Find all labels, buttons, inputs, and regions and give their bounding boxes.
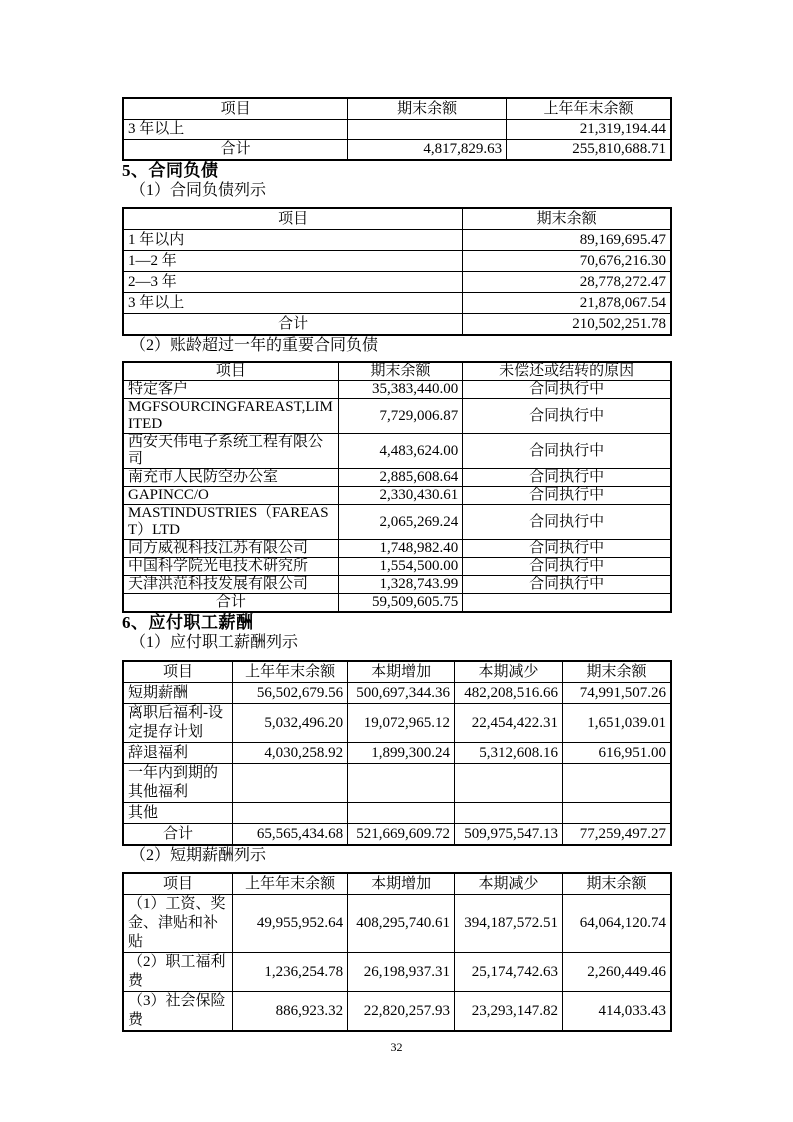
column-header: 未偿还或结转的原因 xyxy=(463,362,671,381)
column-header: 上年年末余额 xyxy=(507,98,671,120)
page-content xyxy=(122,97,672,1032)
column-header: 期末余额 xyxy=(562,661,671,683)
table-row xyxy=(123,469,671,487)
table-cell xyxy=(562,764,671,803)
table-row xyxy=(123,120,671,140)
table-cell: 合计 xyxy=(123,824,233,846)
table-cell: 70,676,216.30 xyxy=(463,251,671,272)
table-cell: 408,295,740.61 xyxy=(348,895,455,953)
section-6-title: 6、应付职工薪酬 xyxy=(122,613,254,632)
important-contract-liabilities-table xyxy=(122,361,672,613)
table-cell: 19,072,965.12 xyxy=(348,704,455,743)
column-header: 本期减少 xyxy=(455,661,563,683)
table-cell: 2,330,430.61 xyxy=(338,487,462,505)
table-cell: 21,319,194.44 xyxy=(507,120,671,140)
table-cell xyxy=(233,764,348,803)
table-row xyxy=(123,803,671,824)
table-cell: 合同执行中 xyxy=(463,576,671,594)
column-header: 本期增加 xyxy=(348,873,455,895)
table-cell: 合同执行中 xyxy=(463,399,671,434)
table-cell: 1,748,982.40 xyxy=(338,540,462,558)
table-cell: 1,554,500.00 xyxy=(338,558,462,576)
table-cell: MGFSOURCINGFAREAST,LIMITED xyxy=(123,399,338,434)
table-cell: 21,878,067.54 xyxy=(463,293,671,314)
column-header: 上年年末余额 xyxy=(233,873,348,895)
column-header: 期末余额 xyxy=(338,362,462,381)
table-cell: 南充市人民防空办公室 xyxy=(123,469,338,487)
section-5-title: 5、合同负债 xyxy=(122,161,219,180)
table-cell: 合同执行中 xyxy=(463,469,671,487)
table-cell: 其他 xyxy=(123,803,233,824)
column-header: 项目 xyxy=(123,98,348,120)
table-cell: 616,951.00 xyxy=(562,743,671,764)
page-number: 32 xyxy=(390,1040,403,1054)
header-row xyxy=(123,362,671,381)
table-cell: 414,033.43 xyxy=(562,992,671,1032)
table-row xyxy=(123,743,671,764)
table-cell: 离职后福利-设定提存计划 xyxy=(123,704,233,743)
table-cell: 特定客户 xyxy=(123,381,338,399)
table-cell: （2）职工福利费 xyxy=(123,953,233,992)
table-cell: 26,198,937.31 xyxy=(348,953,455,992)
table-cell: 合同执行中 xyxy=(463,434,671,469)
table-row xyxy=(123,381,671,399)
table-cell: 合同执行中 xyxy=(463,505,671,540)
table-cell xyxy=(348,764,455,803)
table-cell: 509,975,547.13 xyxy=(455,824,563,846)
table-cell: 56,502,679.56 xyxy=(233,683,348,704)
table-cell: 4,030,258.92 xyxy=(233,743,348,764)
table-cell: 辞退福利 xyxy=(123,743,233,764)
total-row xyxy=(123,594,671,613)
table-row xyxy=(123,895,671,953)
table-cell xyxy=(463,594,671,613)
table-cell: 1,328,743.99 xyxy=(338,576,462,594)
table-cell: 2,065,269.24 xyxy=(338,505,462,540)
table-cell: 25,174,742.63 xyxy=(455,953,563,992)
table-row xyxy=(123,704,671,743)
table-cell: 394,187,572.51 xyxy=(455,895,563,953)
table-cell: 521,669,609.72 xyxy=(348,824,455,846)
table-row xyxy=(123,399,671,434)
table-cell: 28,778,272.47 xyxy=(463,272,671,293)
table-cell: 210,502,251.78 xyxy=(463,314,671,336)
total-row xyxy=(123,140,671,161)
table-cell: 482,208,516.66 xyxy=(455,683,563,704)
table-cell: 59,509,605.75 xyxy=(338,594,462,613)
table-cell: 500,697,344.36 xyxy=(348,683,455,704)
table-cell: 23,293,147.82 xyxy=(455,992,563,1032)
table-cell: 5,032,496.20 xyxy=(233,704,348,743)
table-cell: （3）社会保险费 xyxy=(123,992,233,1032)
table-row xyxy=(123,272,671,293)
table-cell: 2,260,449.46 xyxy=(562,953,671,992)
employee-compensation-table xyxy=(122,660,672,846)
column-header: 期末余额 xyxy=(562,873,671,895)
table-cell: 天津洪范科技发展有限公司 xyxy=(123,576,338,594)
table-cell: 中国科学院光电技术研究所 xyxy=(123,558,338,576)
table-cell: 886,923.32 xyxy=(233,992,348,1032)
table-cell: 1,899,300.24 xyxy=(348,743,455,764)
table-cell: 2,885,608.64 xyxy=(338,469,462,487)
table-cell xyxy=(455,764,563,803)
table-cell: 4,483,624.00 xyxy=(338,434,462,469)
table-row xyxy=(123,576,671,594)
section-6-sub1-title: （1）应付职工薪酬列示 xyxy=(130,634,299,651)
column-header: 项目 xyxy=(123,208,463,230)
column-header: 项目 xyxy=(123,362,338,381)
table-cell xyxy=(348,120,507,140)
table-row xyxy=(123,683,671,704)
column-header: 本期增加 xyxy=(348,661,455,683)
table-cell: 短期薪酬 xyxy=(123,683,233,704)
table-cell xyxy=(562,803,671,824)
table-row xyxy=(123,230,671,251)
table-cell: 合计 xyxy=(123,594,338,613)
table-cell: 5,312,608.16 xyxy=(455,743,563,764)
table-cell: 65,565,434.68 xyxy=(233,824,348,846)
table-row xyxy=(123,764,671,803)
table-cell: 同方威视科技江苏有限公司 xyxy=(123,540,338,558)
aging-carryover-table xyxy=(122,97,672,161)
table-cell: 22,454,422.31 xyxy=(455,704,563,743)
table-cell: 255,810,688.71 xyxy=(507,140,671,161)
table-cell: 合计 xyxy=(123,314,463,336)
table-cell: 3 年以上 xyxy=(123,120,348,140)
table-cell: 77,259,497.27 xyxy=(562,824,671,846)
table-row xyxy=(123,558,671,576)
table-cell: 一年内到期的其他福利 xyxy=(123,764,233,803)
table-cell: 1,236,254.78 xyxy=(233,953,348,992)
table-cell: 合同执行中 xyxy=(463,558,671,576)
total-row xyxy=(123,824,671,846)
table-row xyxy=(123,540,671,558)
column-header: 上年年末余额 xyxy=(233,661,348,683)
column-header: 项目 xyxy=(123,661,233,683)
table-cell: 3 年以上 xyxy=(123,293,463,314)
table-cell: 89,169,695.47 xyxy=(463,230,671,251)
header-row xyxy=(123,661,671,683)
table-cell: 合计 xyxy=(123,140,348,161)
table-cell: 64,064,120.74 xyxy=(562,895,671,953)
table-row xyxy=(123,434,671,469)
table-cell: 4,817,829.63 xyxy=(348,140,507,161)
section-5-sub2-title: （2）账龄超过一年的重要合同负债 xyxy=(130,337,379,354)
total-row xyxy=(123,314,671,336)
table-cell xyxy=(348,803,455,824)
table-cell: 合同执行中 xyxy=(463,540,671,558)
table-row xyxy=(123,251,671,272)
table-cell xyxy=(233,803,348,824)
short-term-compensation-table xyxy=(122,872,672,1032)
column-header: 期末余额 xyxy=(463,208,671,230)
table-cell: 74,991,507.26 xyxy=(562,683,671,704)
table-cell: 7,729,006.87 xyxy=(338,399,462,434)
table-cell: 合同执行中 xyxy=(463,487,671,505)
section-6-sub2-title: （2）短期薪酬列示 xyxy=(130,847,267,864)
table-row xyxy=(123,293,671,314)
table-row xyxy=(123,992,671,1032)
contract-liability-list-table xyxy=(122,207,672,336)
table-cell: 1—2 年 xyxy=(123,251,463,272)
table-cell: 合同执行中 xyxy=(463,381,671,399)
table-cell: 1,651,039.01 xyxy=(562,704,671,743)
table-cell: 35,383,440.00 xyxy=(338,381,462,399)
table-cell: 西安天伟电子系统工程有限公司 xyxy=(123,434,338,469)
table-row xyxy=(123,505,671,540)
table-row xyxy=(123,953,671,992)
header-row xyxy=(123,98,671,120)
header-row xyxy=(123,873,671,895)
table-cell: MASTINDUSTRIES（FAREAST）LTD xyxy=(123,505,338,540)
table-cell: GAPINCC/O xyxy=(123,487,338,505)
table-cell xyxy=(455,803,563,824)
table-row xyxy=(123,487,671,505)
table-cell: 2—3 年 xyxy=(123,272,463,293)
table-cell: 49,955,952.64 xyxy=(233,895,348,953)
table-cell: 1 年以内 xyxy=(123,230,463,251)
column-header: 项目 xyxy=(123,873,233,895)
table-cell: （1）工资、奖金、津贴和补贴 xyxy=(123,895,233,953)
header-row xyxy=(123,208,671,230)
section-5-sub1-title: （1）合同负债列示 xyxy=(130,182,267,199)
column-header: 本期减少 xyxy=(455,873,563,895)
column-header: 期末余额 xyxy=(348,98,507,120)
table-cell: 22,820,257.93 xyxy=(348,992,455,1032)
